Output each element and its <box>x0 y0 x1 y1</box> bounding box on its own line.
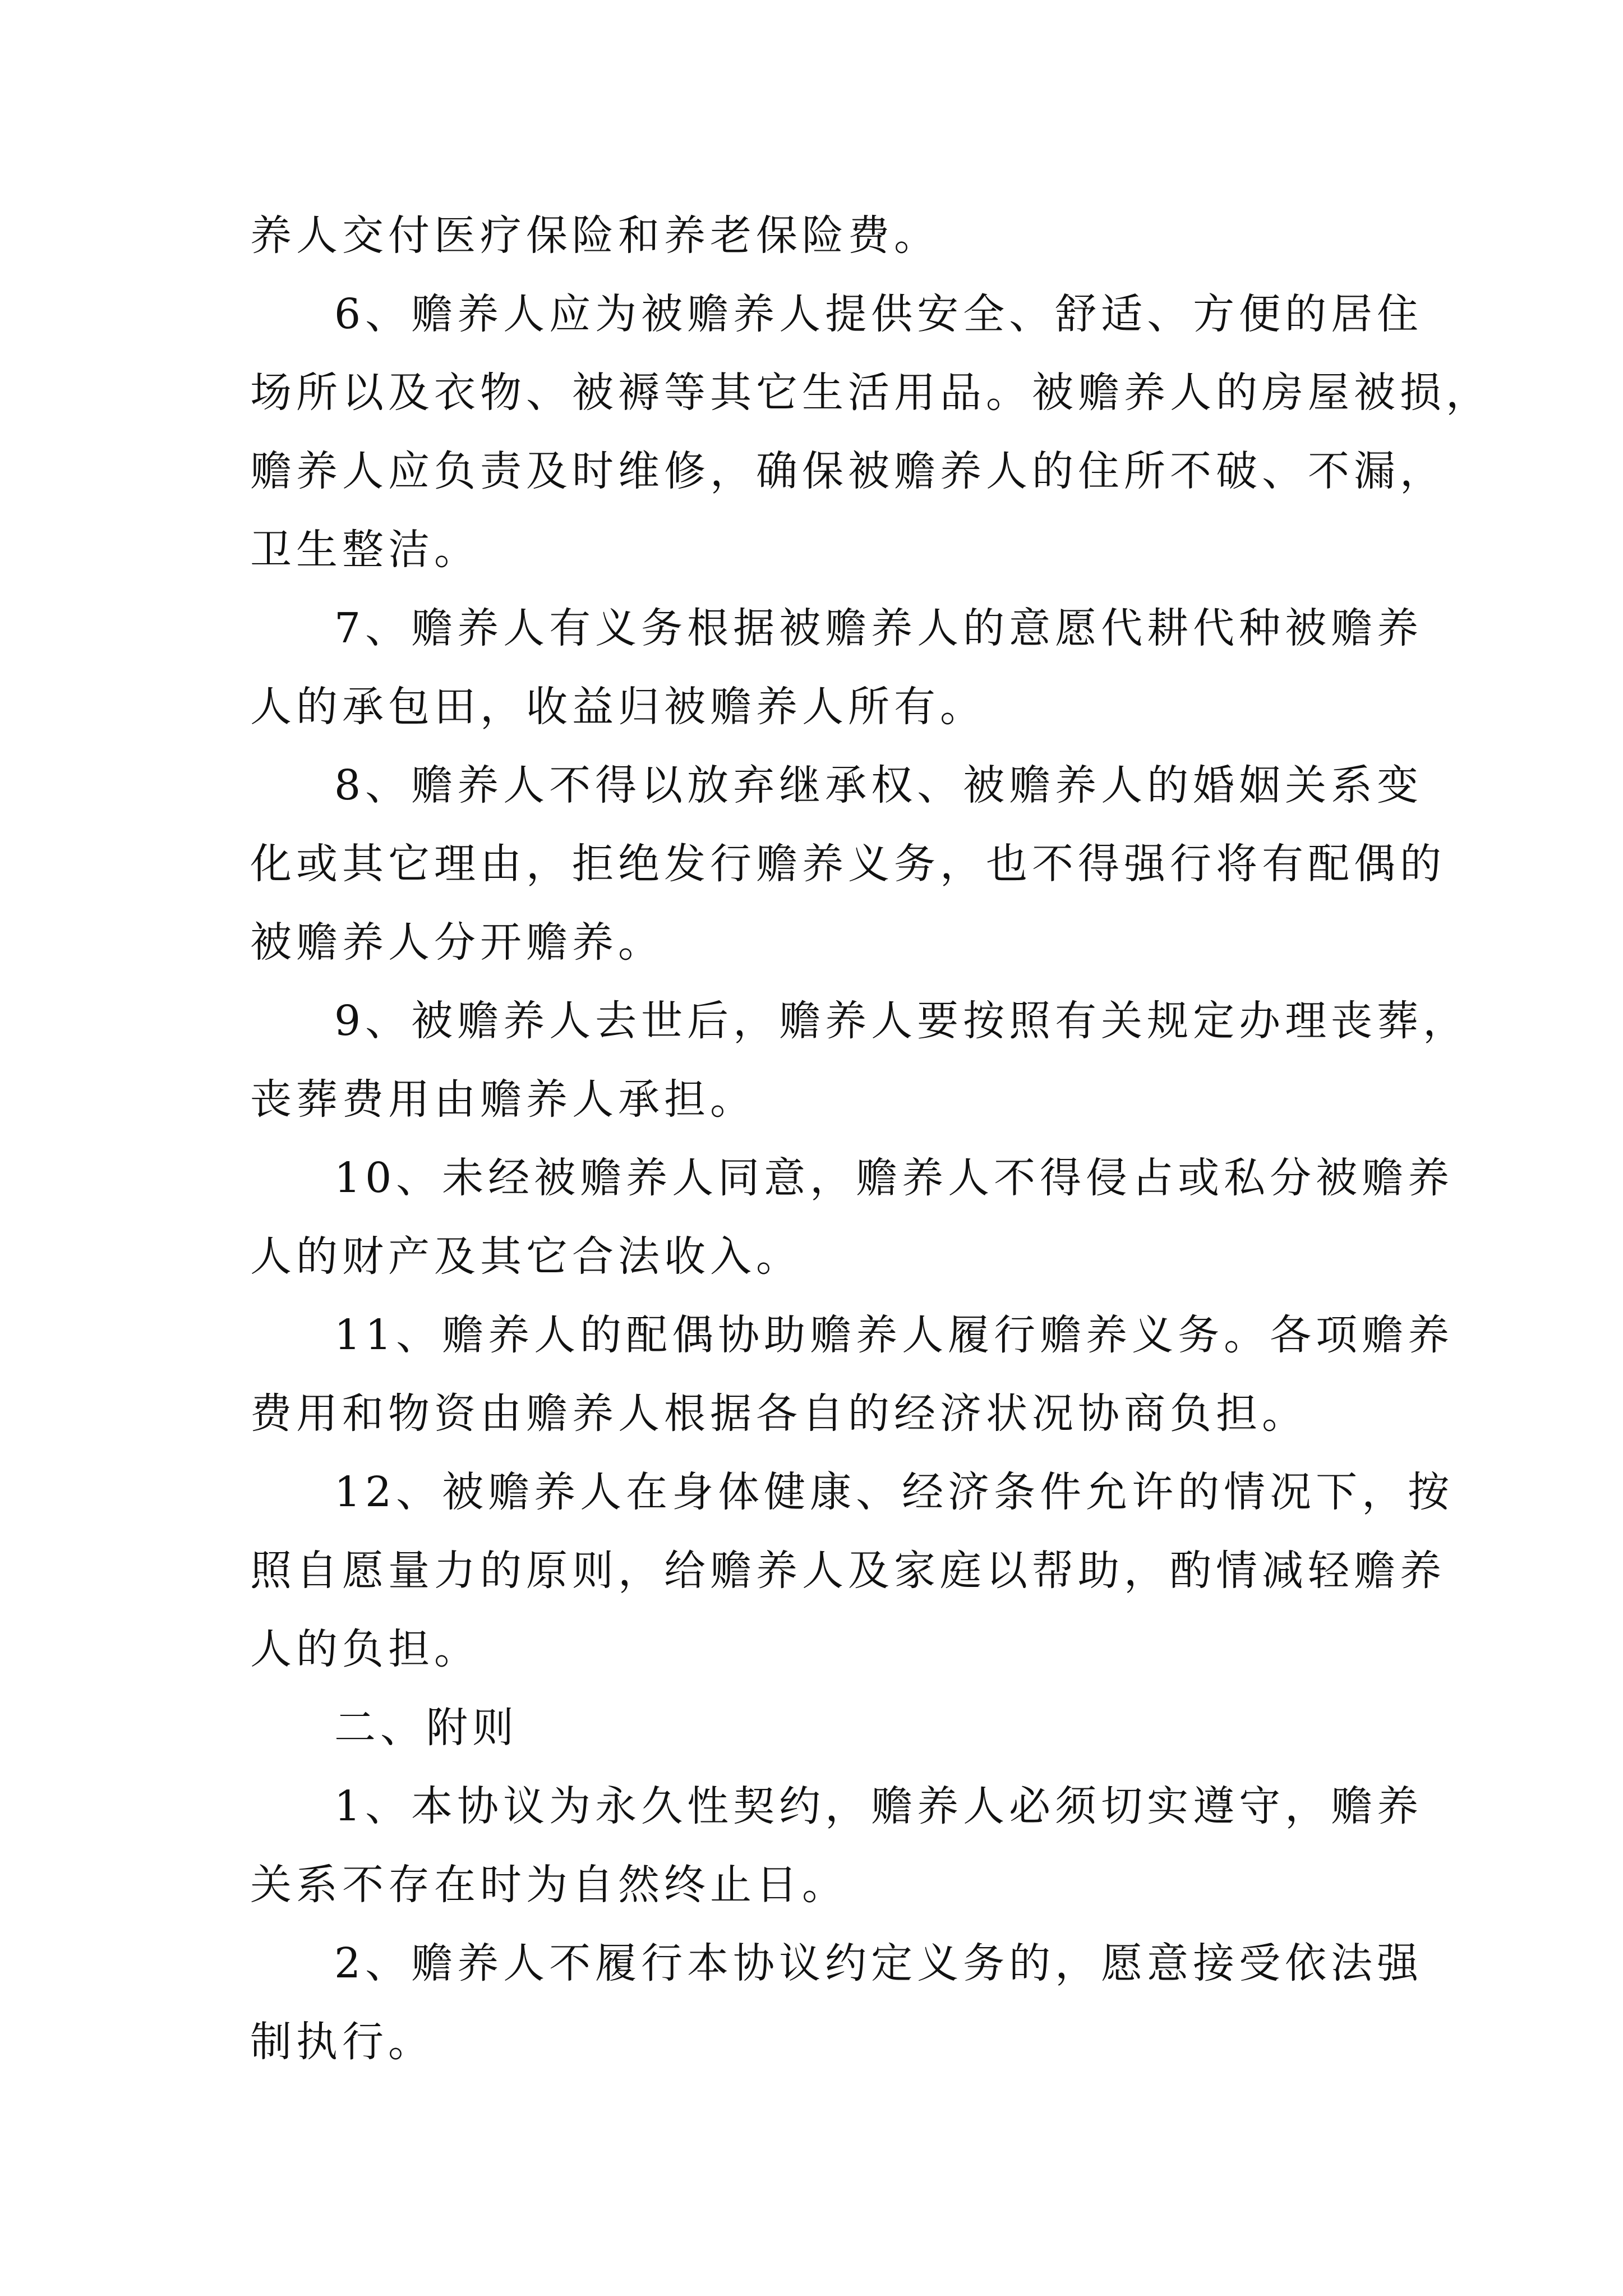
text-line: 丧葬费用由赡养人承担。 <box>250 1075 756 1124</box>
text-line: 制执行。 <box>250 2018 434 2066</box>
text-line: 卫生整洁。 <box>250 526 480 574</box>
text-line: 6、赡养人应为被赡养人提供安全、舒适、方便的居住 <box>334 290 1423 338</box>
text-line: 8、赡养人不得以放弃继承权、被赡养人的婚姻关系变 <box>334 761 1423 809</box>
text-line: 赡养人应负责及时维修，确保被赡养人的住所不破、不漏， <box>250 447 1446 495</box>
text-line: 12、被赡养人在身体健康、经济条件允许的情况下，按 <box>334 1468 1454 1516</box>
text-line: 养人交付医疗保险和养老保险费。 <box>250 211 940 260</box>
text-line: 9、被赡养人去世后，赡养人要按照有关规定办理丧葬， <box>334 997 1469 1045</box>
text-line: 1、本协议为永久性契约，赡养人必须切实遵守，赡养 <box>334 1782 1423 1830</box>
text-line: 人的承包田，收益归被赡养人所有。 <box>250 683 986 731</box>
text-line: 11、赡养人的配偶协助赡养人履行赡养义务。各项赡养 <box>334 1311 1454 1359</box>
text-line: 2、赡养人不履行本协议约定义务的，愿意接受依法强 <box>334 1939 1423 1987</box>
text-line: 10、未经被赡养人同意，赡养人不得侵占或私分被赡养 <box>334 1154 1454 1202</box>
text-line: 化或其它理由，拒绝发行赡养义务，也不得强行将有配偶的 <box>250 840 1446 888</box>
text-line: 被赡养人分开赡养。 <box>250 918 664 967</box>
text-line: 7、赡养人有义务根据被赡养人的意愿代耕代种被赡养 <box>334 604 1423 652</box>
document-body <box>250 196 1492 2081</box>
text-line: 人的负担。 <box>250 1625 480 1673</box>
text-line: 关系不存在时为自然终止日。 <box>250 1861 848 1909</box>
text-line: 费用和物资由赡养人根据各自的经济状况协商负担。 <box>250 1389 1308 1438</box>
text-line: 人的财产及其它合法收入。 <box>250 1232 802 1281</box>
text-line: 场所以及衣物、被褥等其它生活用品。被赡养人的房屋被损， <box>250 369 1492 417</box>
section-heading: 二、附则 <box>334 1704 518 1752</box>
text-line: 照自愿量力的原则，给赡养人及家庭以帮助，酌情减轻赡养 <box>250 1547 1446 1595</box>
